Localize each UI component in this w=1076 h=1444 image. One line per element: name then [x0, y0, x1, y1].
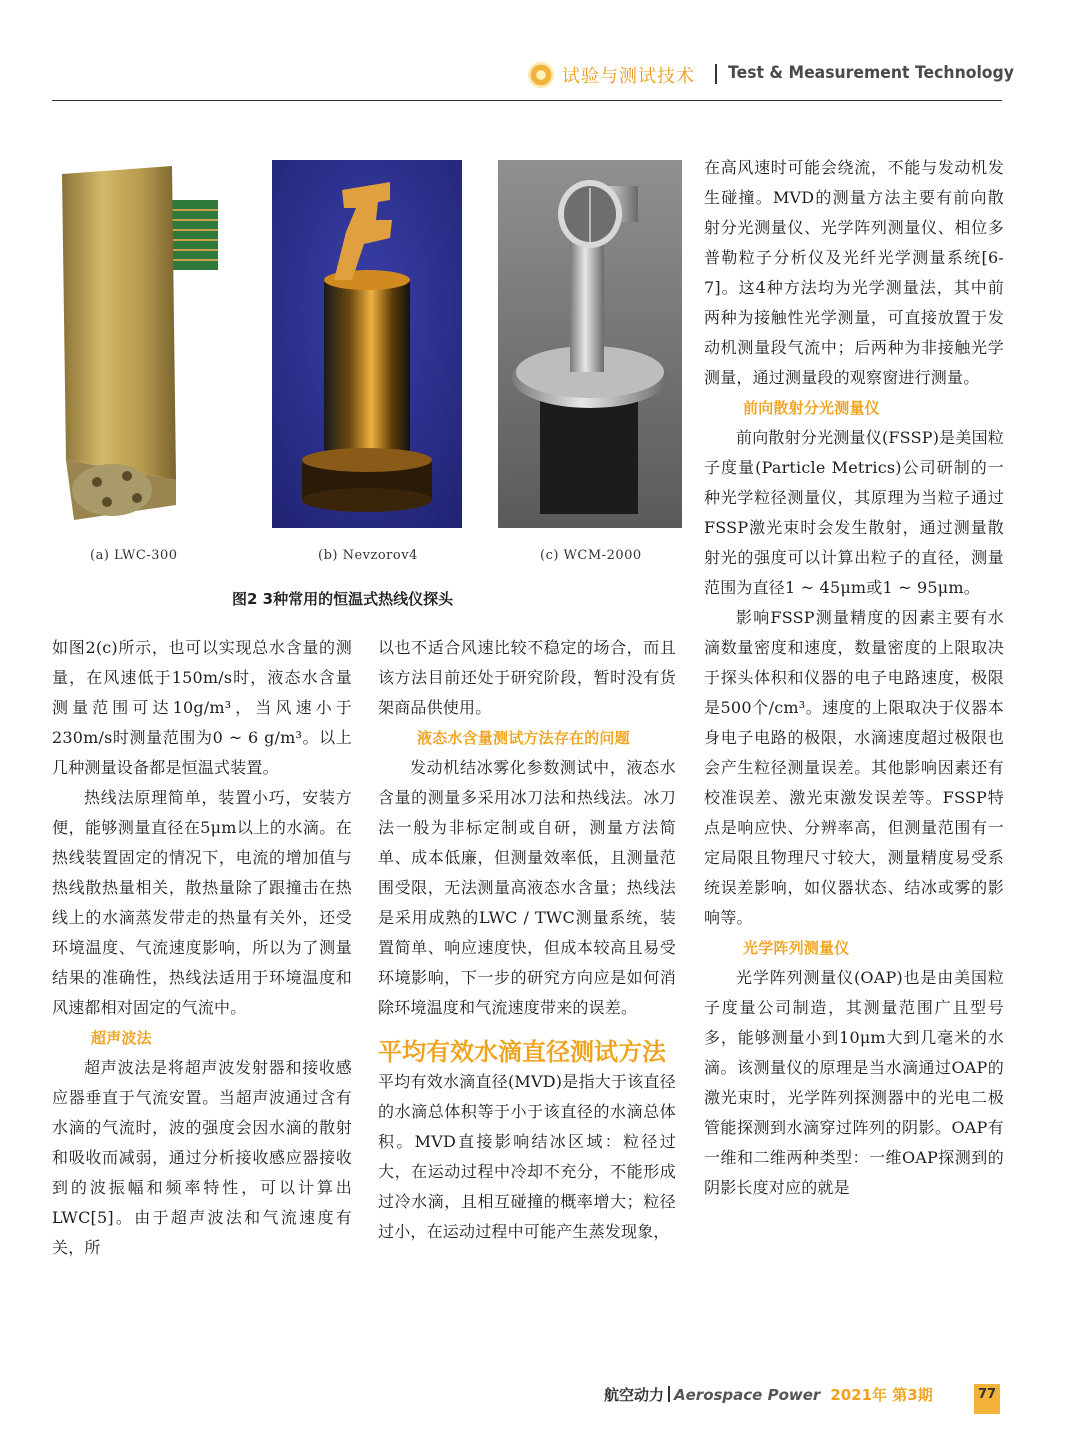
header-divider — [715, 64, 717, 84]
text-column-right — [704, 153, 1004, 1203]
caption-a: (a) LWC-300 — [90, 548, 178, 563]
journal-name-en: Aerospace Power — [674, 1386, 821, 1404]
paragraph: 前向散射分光测量仪(FSSP)是美国粒子度量(Particle Metrics)公司研制的一种光学粒径测量仪，其原理为当粒子通过FSSP激光束时会发生散射，通过测量散射光的强度可以计算出粒子的直径，测量范围为直径1 ~ 45μm或1 ~ 95μm。 — [704, 428, 1004, 597]
paragraph: 如图2(c)所示，也可以实现总水含量的测量，在风速低于150m/s时，液态水含量测量范围可达10g/m³，当风速小于230m/s时测量范围为0 ~ 6 g/m³。以上几种测量设备都是恒温式装置。 — [52, 638, 352, 777]
subheading-oap: 光学阵列测量仪 — [743, 939, 850, 957]
subheading-fssp: 前向散射分光测量仪 — [743, 399, 880, 417]
photo-nevzorov4-probe — [272, 160, 462, 528]
section-title-en: Test & Measurement Technology — [728, 63, 1014, 83]
paragraph: 光学阵列测量仪(OAP)也是由美国粒子度量公司制造，其测量范围广且型号多，能够测量小到10μm大到几毫米的水滴。该测量仪的原理是当水滴通过OAP的激光束时，光学阵列探测器中的光电二极管能探测到水滴穿过阵列的阴影。OAP有一维和二维两种类型：一维OAP探测到的阴影长度对应的就是 — [704, 968, 1004, 1197]
figure-title: 图2 3种常用的恒温式热线仪探头 — [232, 590, 454, 608]
paragraph: 发动机结冰雾化参数测试中，液态水含量的测量多采用冰刀法和热线法。冰刀法一般为非标定制或自研，测量方法简单、成本低廉，但测量效率低，且测量范围受限，无法测量高液态水含量；热线法是采用成熟的LWC / TWC测量系统，装置简单、响应速度快，但成本较高且易受环境影响，下一步的研究方向应是如何消除环境温度和气流速度带来的误差。 — [378, 758, 676, 1017]
caption-b: (b) Nevzorov4 — [318, 548, 418, 563]
text-column-left — [52, 633, 352, 1263]
subheading-lwc-problems: 液态水含量测试方法存在的问题 — [417, 729, 630, 747]
running-header — [52, 56, 1014, 101]
running-footer — [604, 1384, 933, 1408]
paragraph: 超声波法是将超声波发射器和接收感应器垂直于气流安置。当超声波通过含有水滴的气流时，波的强度会因水滴的散射和吸收而减弱，通过分析接收感应器接收到的波振幅和频率特性，可以计算出LWC[5]。由于超声波法和气流速度有关，所 — [52, 1058, 352, 1257]
text-column-middle — [378, 633, 676, 1247]
photo-lwc300-probe — [52, 160, 234, 528]
paragraph: 平均有效水滴直径(MVD)是指大于该直径的水滴总体积等于小于该直径的水滴总体积。MVD直接影响结冰区域：粒径过大，在运动过程中冷却不充分，不能形成过冷水滴，且相互碰撞的概率增大；粒径过小，在运动过程中可能产生蒸发现象， — [378, 1072, 676, 1241]
section-logo-icon — [528, 62, 554, 88]
section-title-cn: 试验与测试技术 — [562, 66, 695, 87]
photo-wcm2000-probe — [498, 160, 682, 528]
page-number: 77 — [974, 1384, 1000, 1414]
subheading-ultrasonic: 超声波法 — [91, 1029, 152, 1047]
caption-c: (c) WCM-2000 — [540, 548, 642, 563]
paragraph: 影响FSSP测量精度的因素主要有水滴数量密度和速度，数量密度的上限取决于探头体积和仪器的电子电路速度，极限是500个/cm³。速度的上限取决于仪器本身电子电路的极限，水滴速度超过极限也会产生粒径测量误差。其他影响因素还有校准误差、激光束激发误差等。FSSP特点是响应快、分辨率高，但测量范围有一定局限且物理尺寸较大，测量精度易受系统误差影响，如仪器状态、结冰或雾的影响等。 — [704, 608, 1004, 927]
footer-divider — [668, 1386, 670, 1402]
journal-name-cn: 航空动力 — [604, 1386, 665, 1404]
section-heading-mvd: 平均有效水滴直径测试方法 — [378, 1038, 666, 1066]
paragraph: 在高风速时可能会绕流，不能与发动机发生碰撞。MVD的测量方法主要有前向散射分光测量仪、光学阵列测量仪、相位多普勒粒子分析仪及光纤光学测量系统[6-7]。这4种方法均为光学测量法，其中前两种为接触性光学测量，可直接放置于发动机测量段气流中；后两种为非接触光学测量，通过测量段的观察窗进行测量。 — [704, 158, 1004, 387]
issue-label: 2021年 第3期 — [830, 1386, 933, 1404]
paragraph: 热线法原理简单，装置小巧，安装方便，能够测量直径在5μm以上的水滴。在热线装置固定的情况下，电流的增加值与热线散热量相关，散热量除了跟撞击在热线上的水滴蒸发带走的热量有关外，还受环境温度、气流速度影响，所以为了测量结果的准确性，热线法适用于环境温度和风速都相对固定的气流中。 — [52, 788, 352, 1017]
paragraph: 以也不适合风速比较不稳定的场合，而且该方法目前还处于研究阶段，暂时没有货架商品供使用。 — [378, 638, 676, 717]
